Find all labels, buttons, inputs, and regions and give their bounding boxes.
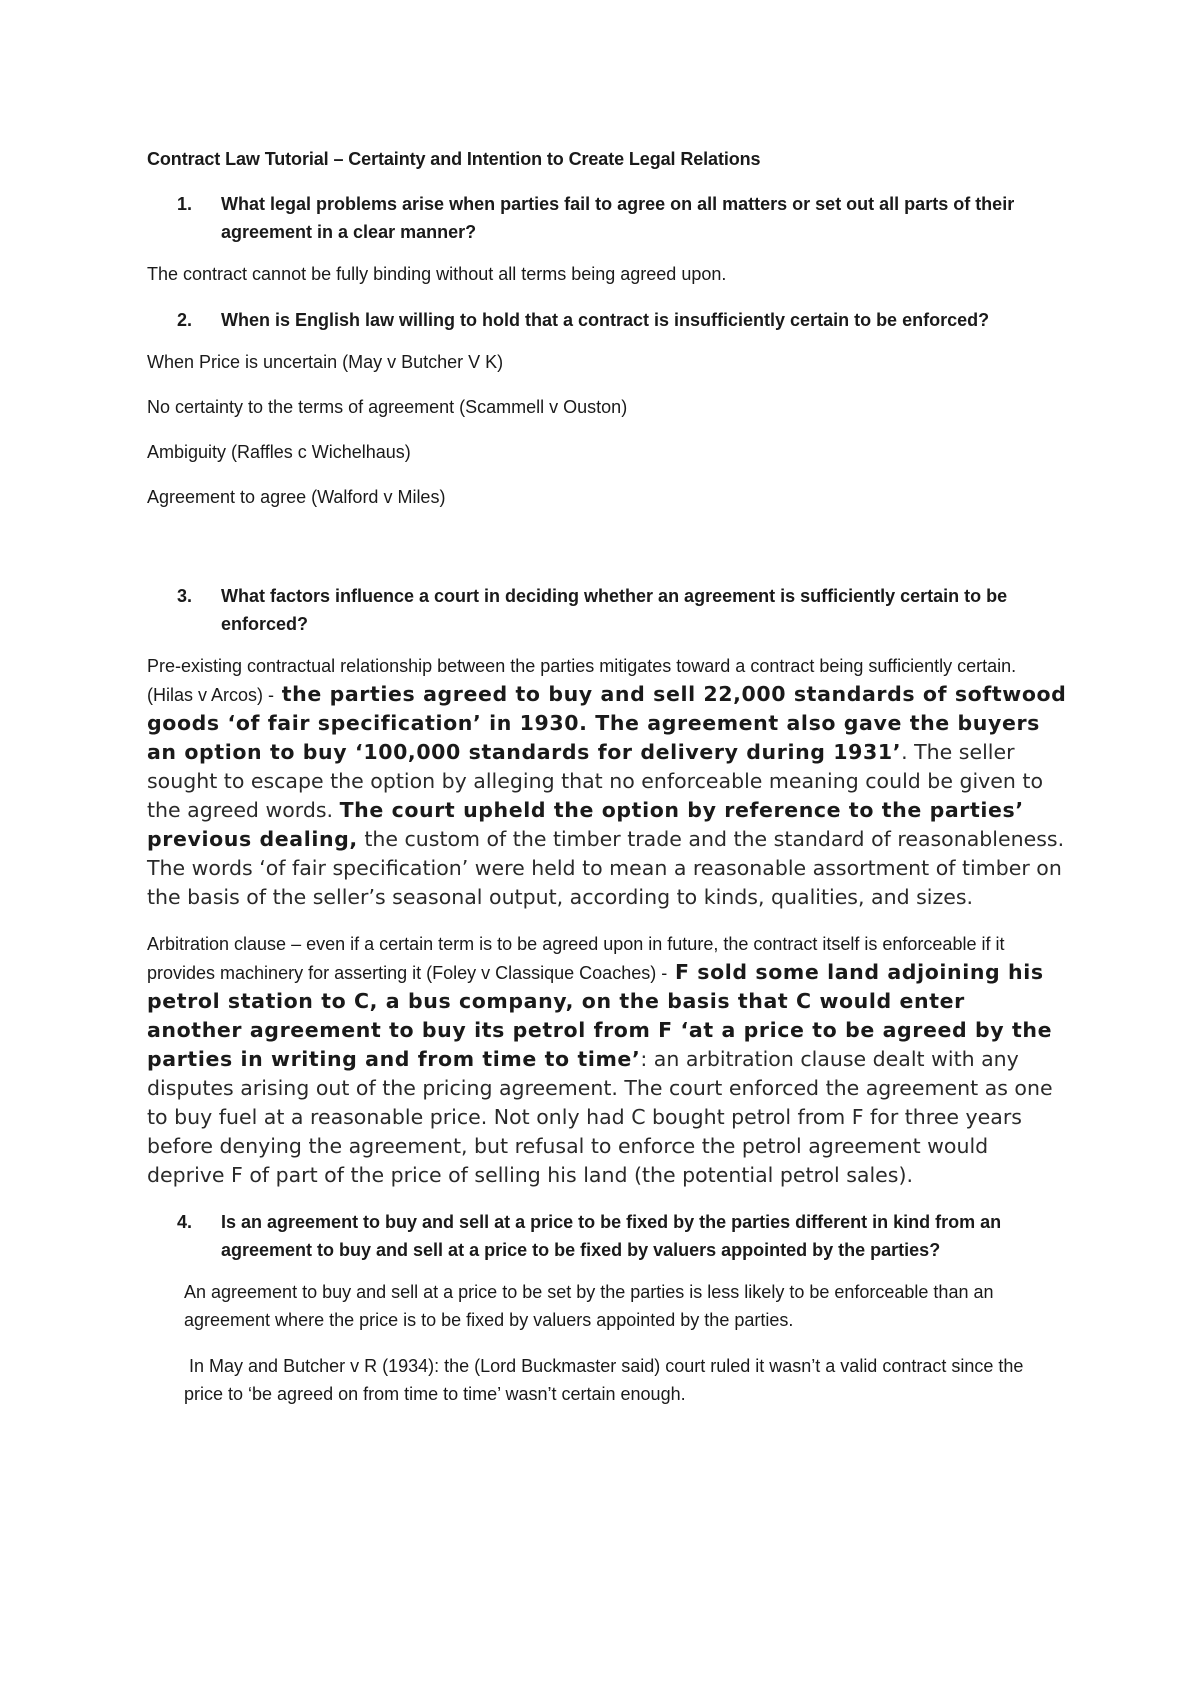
spacer [147, 528, 1067, 582]
answer-3-paragraph-2 [147, 930, 1067, 1190]
answer-1: The contract cannot be fully binding without all terms being agreed upon. [147, 264, 727, 284]
text-run: : an arbitration clause dealt with any disputes arising out of the pricing agreement. The court enforced the agreement as one to buy fuel at a reasonable price. Not only had C bought petrol from F for three years before denying the agreement, but refusal to enforce the petrol agreement would deprive F of part of the price of selling his land (the potential petrol sales). [147, 1047, 1053, 1187]
question-number: 3. [177, 586, 193, 606]
text-run-bold: F sold some land adjoining his petrol station to C, a bus company, on the basis that C would enter another agreement to buy its petrol from F ‘at a price to be agreed by the parties in writing and from time to time’ [147, 960, 1053, 1071]
question-text: Is an agreement to buy and sell at a price to be fixed by the parties different in kind from an agreement to buy and sell at a price to be fixed by valuers appointed by the parties? [221, 1212, 1002, 1260]
document-title: Contract Law Tutorial – Certainty and Intention to Create Legal Relations [147, 149, 761, 169]
document-body [147, 149, 1067, 1426]
answer-4-paragraph-2: In May and Butcher v R (1934): the (Lord Buckmaster said) court ruled it wasn’t a valid contract since the price to ‘be agreed on from time to time’ wasn’t certain enough. [184, 1356, 1029, 1404]
question-number: 2. [177, 310, 193, 330]
question-text: When is English law willing to hold that a contract is insufficiently certain to be enforced? [221, 310, 990, 330]
answer-2-item: When Price is uncertain (May v Butcher V K) [147, 352, 504, 372]
question-2 [177, 306, 1067, 334]
text-run: the custom of the timber trade and the standard of reasonableness. The words ‘of fair specification’ were held to mean a reasonable assortment of timber on the basis of the seller’s seasonal output, according to kinds, qualities, and sizes. [147, 827, 1065, 909]
answer-2-item: Agreement to agree (Walford v Miles) [147, 487, 446, 507]
text-run-bold: The court upheld the option by reference to the parties’ previous dealing, [147, 798, 1024, 851]
question-3 [177, 582, 1067, 638]
question-text: What legal problems arise when parties fail to agree on all matters or set out all parts of their agreement in a clear manner? [221, 194, 1015, 242]
answer-2-item: Ambiguity (Raffles c Wichelhaus) [147, 442, 411, 462]
answer-4-paragraph-1: An agreement to buy and sell at a price to be set by the parties is less likely to be enforceable than an agreement where the price is to be fixed by valuers appointed by the parties. [184, 1282, 994, 1330]
question-text: What factors influence a court in deciding whether an agreement is sufficiently certain to be enforced? [221, 586, 1008, 634]
text-run-bold: the parties agreed to buy and sell 22,000 standards of softwood goods ‘of fair specification’ in 1930. The agreement also gave the buyers an option to buy ‘100,000 standards for delivery during 1931’ [147, 682, 1067, 764]
text-run: Pre-existing contractual relationship between the parties mitigates toward a contract being sufficiently certain. (Hilas v Arcos) - [147, 656, 1017, 705]
text-run: . The seller sought to escape the option by alleging that no enforceable meaning could be given to the agreed words. [147, 740, 1043, 822]
answer-2-item: No certainty to the terms of agreement (Scammell v Ouston) [147, 397, 628, 417]
question-4 [177, 1208, 1067, 1264]
answer-3-paragraph-1 [147, 652, 1067, 912]
question-number: 1. [177, 194, 193, 214]
question-1 [177, 190, 1067, 246]
text-run: Arbitration clause – even if a certain term is to be agreed upon in future, the contract itself is enforceable if it provides machinery for asserting it (Foley v Classique Coaches) - [147, 934, 1005, 983]
question-number: 4. [177, 1212, 193, 1232]
